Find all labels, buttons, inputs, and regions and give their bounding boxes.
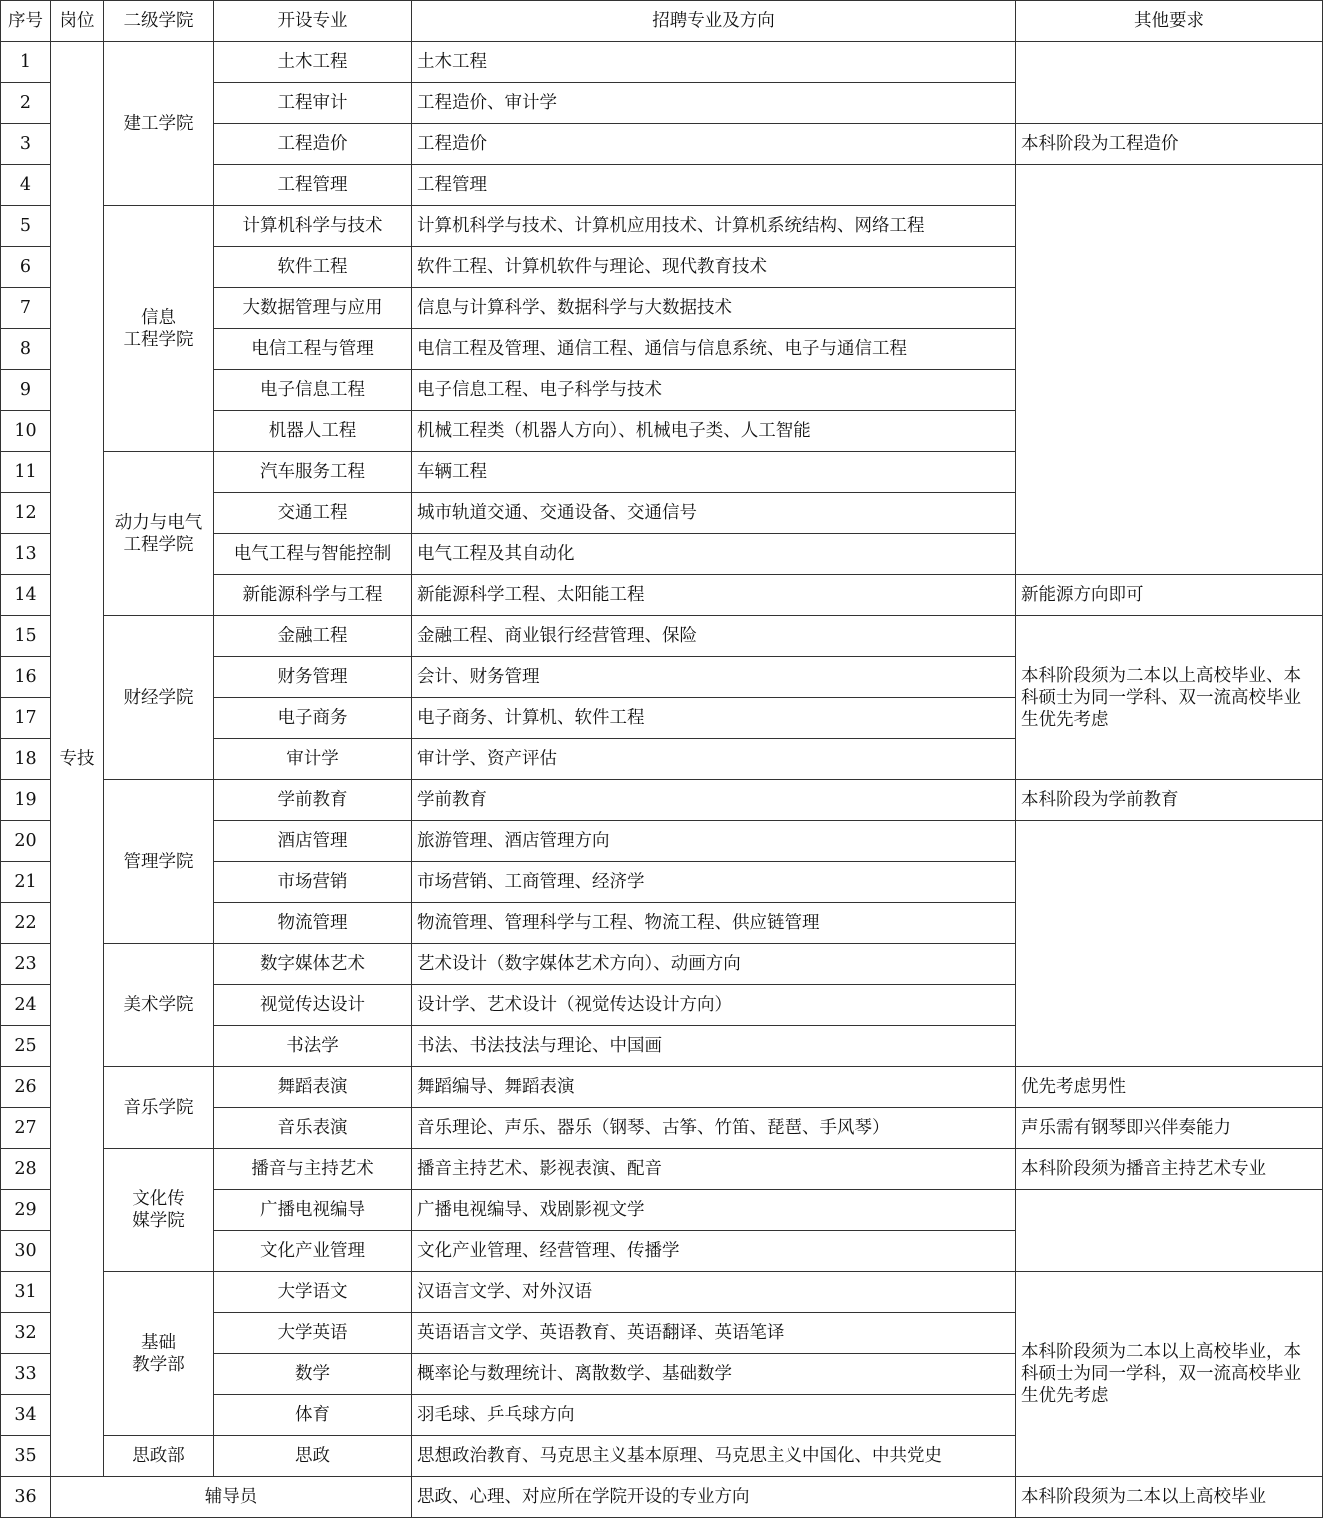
direction-cell: 软件工程、计算机软件与理论、现代教育技术 [412, 247, 1016, 288]
direction-cell: 金融工程、商业银行经营管理、保险 [412, 616, 1016, 657]
row-index: 35 [1, 1436, 51, 1477]
direction-cell: 音乐理论、声乐、器乐（钢琴、古筝、竹笛、琵琶、手风琴） [412, 1108, 1016, 1149]
direction-cell: 文化产业管理、经营管理、传播学 [412, 1231, 1016, 1272]
major-cell: 新能源科学与工程 [214, 575, 412, 616]
major-cell: 机器人工程 [214, 411, 412, 452]
note-cell: 本科阶段须为二本以上高校毕业，本科硕士为同一学科，双一流高校毕业生优先考虑 [1016, 1272, 1323, 1477]
major-cell: 土木工程 [214, 42, 412, 83]
row-index: 32 [1, 1313, 51, 1354]
table-row [1, 780, 1323, 821]
row-index: 21 [1, 862, 51, 903]
major-cell: 酒店管理 [214, 821, 412, 862]
direction-cell: 市场营销、工商管理、经济学 [412, 862, 1016, 903]
row-index: 1 [1, 42, 51, 83]
row-index: 7 [1, 288, 51, 329]
note-cell: 本科阶段须为二本以上高校毕业、本科硕士为同一学科、双一流高校毕业生优先考虑 [1016, 616, 1323, 780]
row-index: 5 [1, 206, 51, 247]
major-cell: 思政 [214, 1436, 412, 1477]
major-cell: 电气工程与智能控制 [214, 534, 412, 575]
direction-cell: 车辆工程 [412, 452, 1016, 493]
direction-cell: 羽毛球、乒乓球方向 [412, 1395, 1016, 1436]
note-cell: 本科阶段须为播音主持艺术专业 [1016, 1149, 1323, 1190]
college-cell: 基础 教学部 [104, 1272, 214, 1436]
note-cell-empty [1016, 165, 1323, 575]
major-cell: 电信工程与管理 [214, 329, 412, 370]
row-index: 36 [1, 1477, 51, 1518]
college-cell: 文化传 媒学院 [104, 1149, 214, 1272]
post-cell: 专技 [51, 42, 104, 1477]
note-cell: 新能源方向即可 [1016, 575, 1323, 616]
note-cell: 声乐需有钢琴即兴伴奏能力 [1016, 1108, 1323, 1149]
direction-cell: 新能源科学工程、太阳能工程 [412, 575, 1016, 616]
major-cell: 音乐表演 [214, 1108, 412, 1149]
direction-cell: 会计、财务管理 [412, 657, 1016, 698]
counselor-cell: 辅导员 [51, 1477, 412, 1518]
row-index: 28 [1, 1149, 51, 1190]
college-cell: 财经学院 [104, 616, 214, 780]
direction-cell: 汉语言文学、对外汉语 [412, 1272, 1016, 1313]
major-cell: 计算机科学与技术 [214, 206, 412, 247]
row-index: 11 [1, 452, 51, 493]
major-cell: 文化产业管理 [214, 1231, 412, 1272]
row-index: 15 [1, 616, 51, 657]
major-cell: 电子商务 [214, 698, 412, 739]
college-cell: 思政部 [104, 1436, 214, 1477]
college-cell: 美术学院 [104, 944, 214, 1067]
table-row [1, 1272, 1323, 1313]
row-index: 31 [1, 1272, 51, 1313]
note-cell: 本科阶段为工程造价 [1016, 124, 1323, 165]
row-index: 34 [1, 1395, 51, 1436]
major-cell: 视觉传达设计 [214, 985, 412, 1026]
major-cell: 交通工程 [214, 493, 412, 534]
college-cell: 动力与电气 工程学院 [104, 452, 214, 616]
direction-cell: 物流管理、管理科学与工程、物流工程、供应链管理 [412, 903, 1016, 944]
row-index: 23 [1, 944, 51, 985]
direction-cell: 思想政治教育、马克思主义基本原理、马克思主义中国化、中共党史 [412, 1436, 1016, 1477]
direction-cell: 工程造价 [412, 124, 1016, 165]
major-cell: 书法学 [214, 1026, 412, 1067]
direction-cell: 英语语言文学、英语教育、英语翻译、英语笔译 [412, 1313, 1016, 1354]
major-cell: 大学语文 [214, 1272, 412, 1313]
direction-cell: 概率论与数理统计、离散数学、基础数学 [412, 1354, 1016, 1395]
note-cell: 本科阶段为学前教育 [1016, 780, 1323, 821]
direction-cell: 艺术设计（数字媒体艺术方向）、动画方向 [412, 944, 1016, 985]
major-cell: 大学英语 [214, 1313, 412, 1354]
table-row [1, 1149, 1323, 1190]
row-index: 25 [1, 1026, 51, 1067]
direction-cell: 电子信息工程、电子科学与技术 [412, 370, 1016, 411]
row-index: 22 [1, 903, 51, 944]
header-other: 其他要求 [1016, 1, 1323, 42]
row-index: 18 [1, 739, 51, 780]
major-cell: 汽车服务工程 [214, 452, 412, 493]
major-cell: 舞蹈表演 [214, 1067, 412, 1108]
row-index: 20 [1, 821, 51, 862]
header-post: 岗位 [51, 1, 104, 42]
row-index: 3 [1, 124, 51, 165]
row-index: 16 [1, 657, 51, 698]
table-row [1, 616, 1323, 657]
direction-cell: 电信工程及管理、通信工程、通信与信息系统、电子与通信工程 [412, 329, 1016, 370]
college-cell: 建工学院 [104, 42, 214, 206]
direction-cell: 机械工程类（机器人方向）、机械电子类、人工智能 [412, 411, 1016, 452]
note-cell: 优先考虑男性 [1016, 1067, 1323, 1108]
direction-cell: 思政、心理、对应所在学院开设的专业方向 [412, 1477, 1016, 1518]
major-cell: 数学 [214, 1354, 412, 1395]
table-row [1, 1477, 1323, 1518]
row-index: 17 [1, 698, 51, 739]
header-college: 二级学院 [104, 1, 214, 42]
major-cell: 审计学 [214, 739, 412, 780]
major-cell: 播音与主持艺术 [214, 1149, 412, 1190]
major-cell: 金融工程 [214, 616, 412, 657]
direction-cell: 土木工程 [412, 42, 1016, 83]
major-cell: 体育 [214, 1395, 412, 1436]
direction-cell: 电子商务、计算机、软件工程 [412, 698, 1016, 739]
note-cell-empty [1016, 1190, 1323, 1272]
header-direction: 招聘专业及方向 [412, 1, 1016, 42]
row-index: 27 [1, 1108, 51, 1149]
direction-cell: 旅游管理、酒店管理方向 [412, 821, 1016, 862]
row-index: 4 [1, 165, 51, 206]
table-row [1, 1067, 1323, 1108]
note-cell-empty [1016, 821, 1323, 1067]
major-cell: 工程管理 [214, 165, 412, 206]
row-index: 33 [1, 1354, 51, 1395]
row-index: 24 [1, 985, 51, 1026]
major-cell: 学前教育 [214, 780, 412, 821]
direction-cell: 计算机科学与技术、计算机应用技术、计算机系统结构、网络工程 [412, 206, 1016, 247]
major-cell: 数字媒体艺术 [214, 944, 412, 985]
row-index: 13 [1, 534, 51, 575]
major-cell: 广播电视编导 [214, 1190, 412, 1231]
row-index: 19 [1, 780, 51, 821]
college-cell: 管理学院 [104, 780, 214, 944]
major-cell: 工程造价 [214, 124, 412, 165]
major-cell: 物流管理 [214, 903, 412, 944]
direction-cell: 书法、书法技法与理论、中国画 [412, 1026, 1016, 1067]
direction-cell: 审计学、资产评估 [412, 739, 1016, 780]
row-index: 9 [1, 370, 51, 411]
table-row [1, 42, 1323, 83]
major-cell: 大数据管理与应用 [214, 288, 412, 329]
direction-cell: 工程管理 [412, 165, 1016, 206]
direction-cell: 播音主持艺术、影视表演、配音 [412, 1149, 1016, 1190]
major-cell: 市场营销 [214, 862, 412, 903]
row-index: 14 [1, 575, 51, 616]
major-cell: 软件工程 [214, 247, 412, 288]
header-row [1, 1, 1323, 42]
row-index: 30 [1, 1231, 51, 1272]
direction-cell: 学前教育 [412, 780, 1016, 821]
major-cell: 财务管理 [214, 657, 412, 698]
note-cell-empty [1016, 42, 1323, 124]
row-index: 12 [1, 493, 51, 534]
row-index: 8 [1, 329, 51, 370]
note-cell: 本科阶段须为二本以上高校毕业 [1016, 1477, 1323, 1518]
row-index: 6 [1, 247, 51, 288]
direction-cell: 广播电视编导、戏剧影视文学 [412, 1190, 1016, 1231]
row-index: 10 [1, 411, 51, 452]
direction-cell: 城市轨道交通、交通设备、交通信号 [412, 493, 1016, 534]
row-index: 2 [1, 83, 51, 124]
row-index: 26 [1, 1067, 51, 1108]
header-index: 序号 [1, 1, 51, 42]
direction-cell: 设计学、艺术设计（视觉传达设计方向） [412, 985, 1016, 1026]
direction-cell: 信息与计算科学、数据科学与大数据技术 [412, 288, 1016, 329]
major-cell: 电子信息工程 [214, 370, 412, 411]
direction-cell: 舞蹈编导、舞蹈表演 [412, 1067, 1016, 1108]
row-index: 29 [1, 1190, 51, 1231]
header-major: 开设专业 [214, 1, 412, 42]
college-cell: 音乐学院 [104, 1067, 214, 1149]
direction-cell: 电气工程及其自动化 [412, 534, 1016, 575]
direction-cell: 工程造价、审计学 [412, 83, 1016, 124]
college-cell: 信息 工程学院 [104, 206, 214, 452]
major-cell: 工程审计 [214, 83, 412, 124]
